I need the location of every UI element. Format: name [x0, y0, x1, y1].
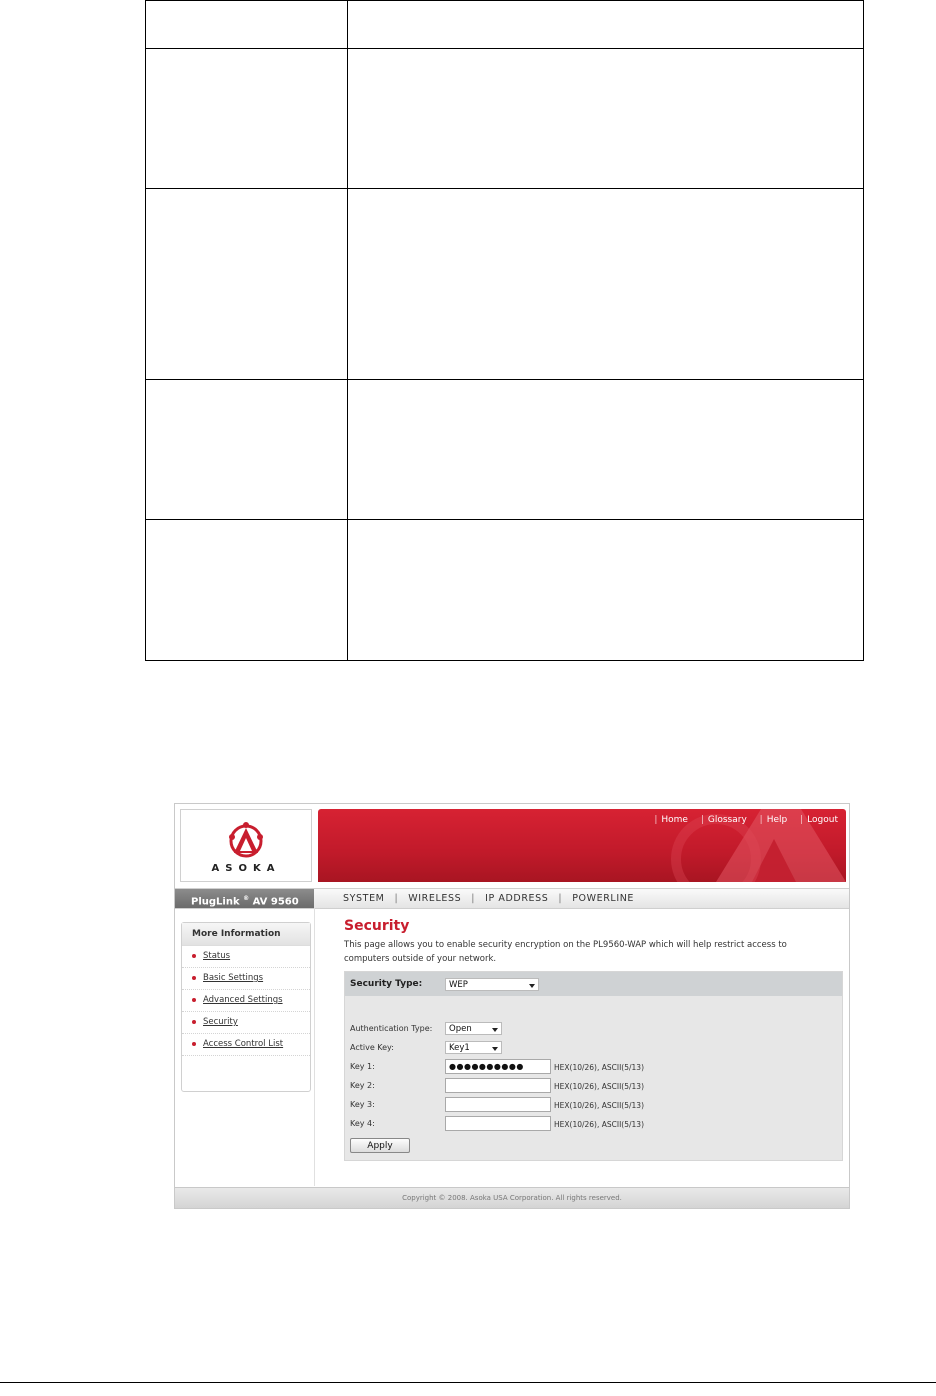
table-cell: [146, 49, 348, 189]
table-cell: [146, 520, 348, 661]
apply-button[interactable]: Apply: [350, 1138, 410, 1153]
table-cell: [146, 380, 348, 520]
help-link[interactable]: Help: [766, 815, 788, 825]
key1-label: Key 1:: [350, 1062, 375, 1071]
product-name: PlugLink ® AV 9560: [175, 889, 314, 908]
table-row: [146, 380, 864, 520]
sidebar-item-basic-settings[interactable]: Basic Settings: [182, 968, 310, 990]
document-table: [145, 0, 864, 661]
sidebar-item-advanced-settings[interactable]: Advanced Settings: [182, 990, 310, 1012]
home-link[interactable]: Home: [661, 815, 688, 825]
auth-type-select[interactable]: Open: [445, 1022, 502, 1035]
key1-input[interactable]: ●●●●●●●●●●: [445, 1059, 551, 1074]
table-row: [146, 1, 864, 49]
bullet-icon: [192, 954, 196, 958]
logout-link[interactable]: Logout: [807, 815, 838, 825]
key3-label: Key 3:: [350, 1100, 375, 1109]
menu-system[interactable]: SYSTEM: [343, 893, 385, 904]
key1-hint: HEX(10/26), ASCII(5/13): [554, 1063, 644, 1072]
security-type-select[interactable]: WEP: [445, 978, 539, 991]
table-cell: [348, 1, 864, 49]
auth-type-label: Authentication Type:: [350, 1024, 433, 1033]
asoka-logo-icon: [225, 820, 267, 862]
table-row: [146, 520, 864, 661]
key4-hint: HEX(10/26), ASCII(5/13): [554, 1120, 644, 1129]
key3-hint: HEX(10/26), ASCII(5/13): [554, 1101, 644, 1110]
key2-input[interactable]: [445, 1078, 551, 1093]
security-form: [344, 971, 843, 1161]
menu-powerline[interactable]: POWERLINE: [572, 893, 635, 904]
chevron-down-icon: [492, 1028, 498, 1032]
sidebar-title: More Information: [182, 923, 310, 946]
table-cell: [348, 520, 864, 661]
top-menu: SYSTEM | WIRELESS | IP ADDRESS | POWERLINE: [343, 893, 635, 904]
sidebar: [181, 922, 311, 1092]
bullet-icon: [192, 1020, 196, 1024]
menu-wireless[interactable]: WIRELESS: [408, 893, 462, 904]
key2-hint: HEX(10/26), ASCII(5/13): [554, 1082, 644, 1091]
security-type-label: Security Type:: [350, 979, 423, 989]
key3-input[interactable]: [445, 1097, 551, 1112]
table-row: [146, 189, 864, 380]
table-cell: [348, 189, 864, 380]
glossary-link[interactable]: Glossary: [707, 815, 747, 825]
sidebar-item-security[interactable]: Security: [182, 1012, 310, 1034]
key2-label: Key 2:: [350, 1081, 375, 1090]
page-description: This page allows you to enable security encryption on the PL9560-WAP which will help restrict access to computers outside of your network.: [344, 940, 787, 964]
bullet-icon: [192, 998, 196, 1002]
divider: [314, 908, 315, 1186]
header-banner: [318, 809, 846, 882]
table-cell: [146, 189, 348, 380]
bullet-icon: [192, 976, 196, 980]
page-title: Security: [344, 918, 410, 934]
menu-ip-address[interactable]: IP ADDRESS: [485, 893, 549, 904]
sidebar-item-status[interactable]: Status: [182, 946, 310, 968]
sidebar-item-access-control-list[interactable]: Access Control List: [182, 1034, 310, 1056]
table-row: [146, 49, 864, 189]
key4-input[interactable]: [445, 1116, 551, 1131]
logo[interactable]: [180, 809, 312, 882]
bullet-icon: [192, 1042, 196, 1046]
router-security-screenshot: [174, 803, 850, 1209]
key4-label: Key 4:: [350, 1119, 375, 1128]
security-type-row: [345, 972, 842, 996]
page-bottom-rule: [0, 1382, 936, 1383]
table-cell: [146, 1, 348, 49]
active-key-select[interactable]: Key1: [445, 1041, 502, 1054]
chevron-down-icon: [529, 984, 535, 988]
logo-text: ASOKA: [211, 863, 281, 874]
footer-copyright: Copyright © 2008. Asoka USA Corporation. All rights reserved.: [175, 1187, 849, 1209]
table-cell: [348, 49, 864, 189]
chevron-down-icon: [492, 1047, 498, 1051]
active-key-label: Active Key:: [350, 1043, 394, 1052]
top-links: | Home | Glossary | Help | Logout: [654, 815, 838, 825]
main-nav: [175, 888, 849, 909]
table-cell: [348, 380, 864, 520]
